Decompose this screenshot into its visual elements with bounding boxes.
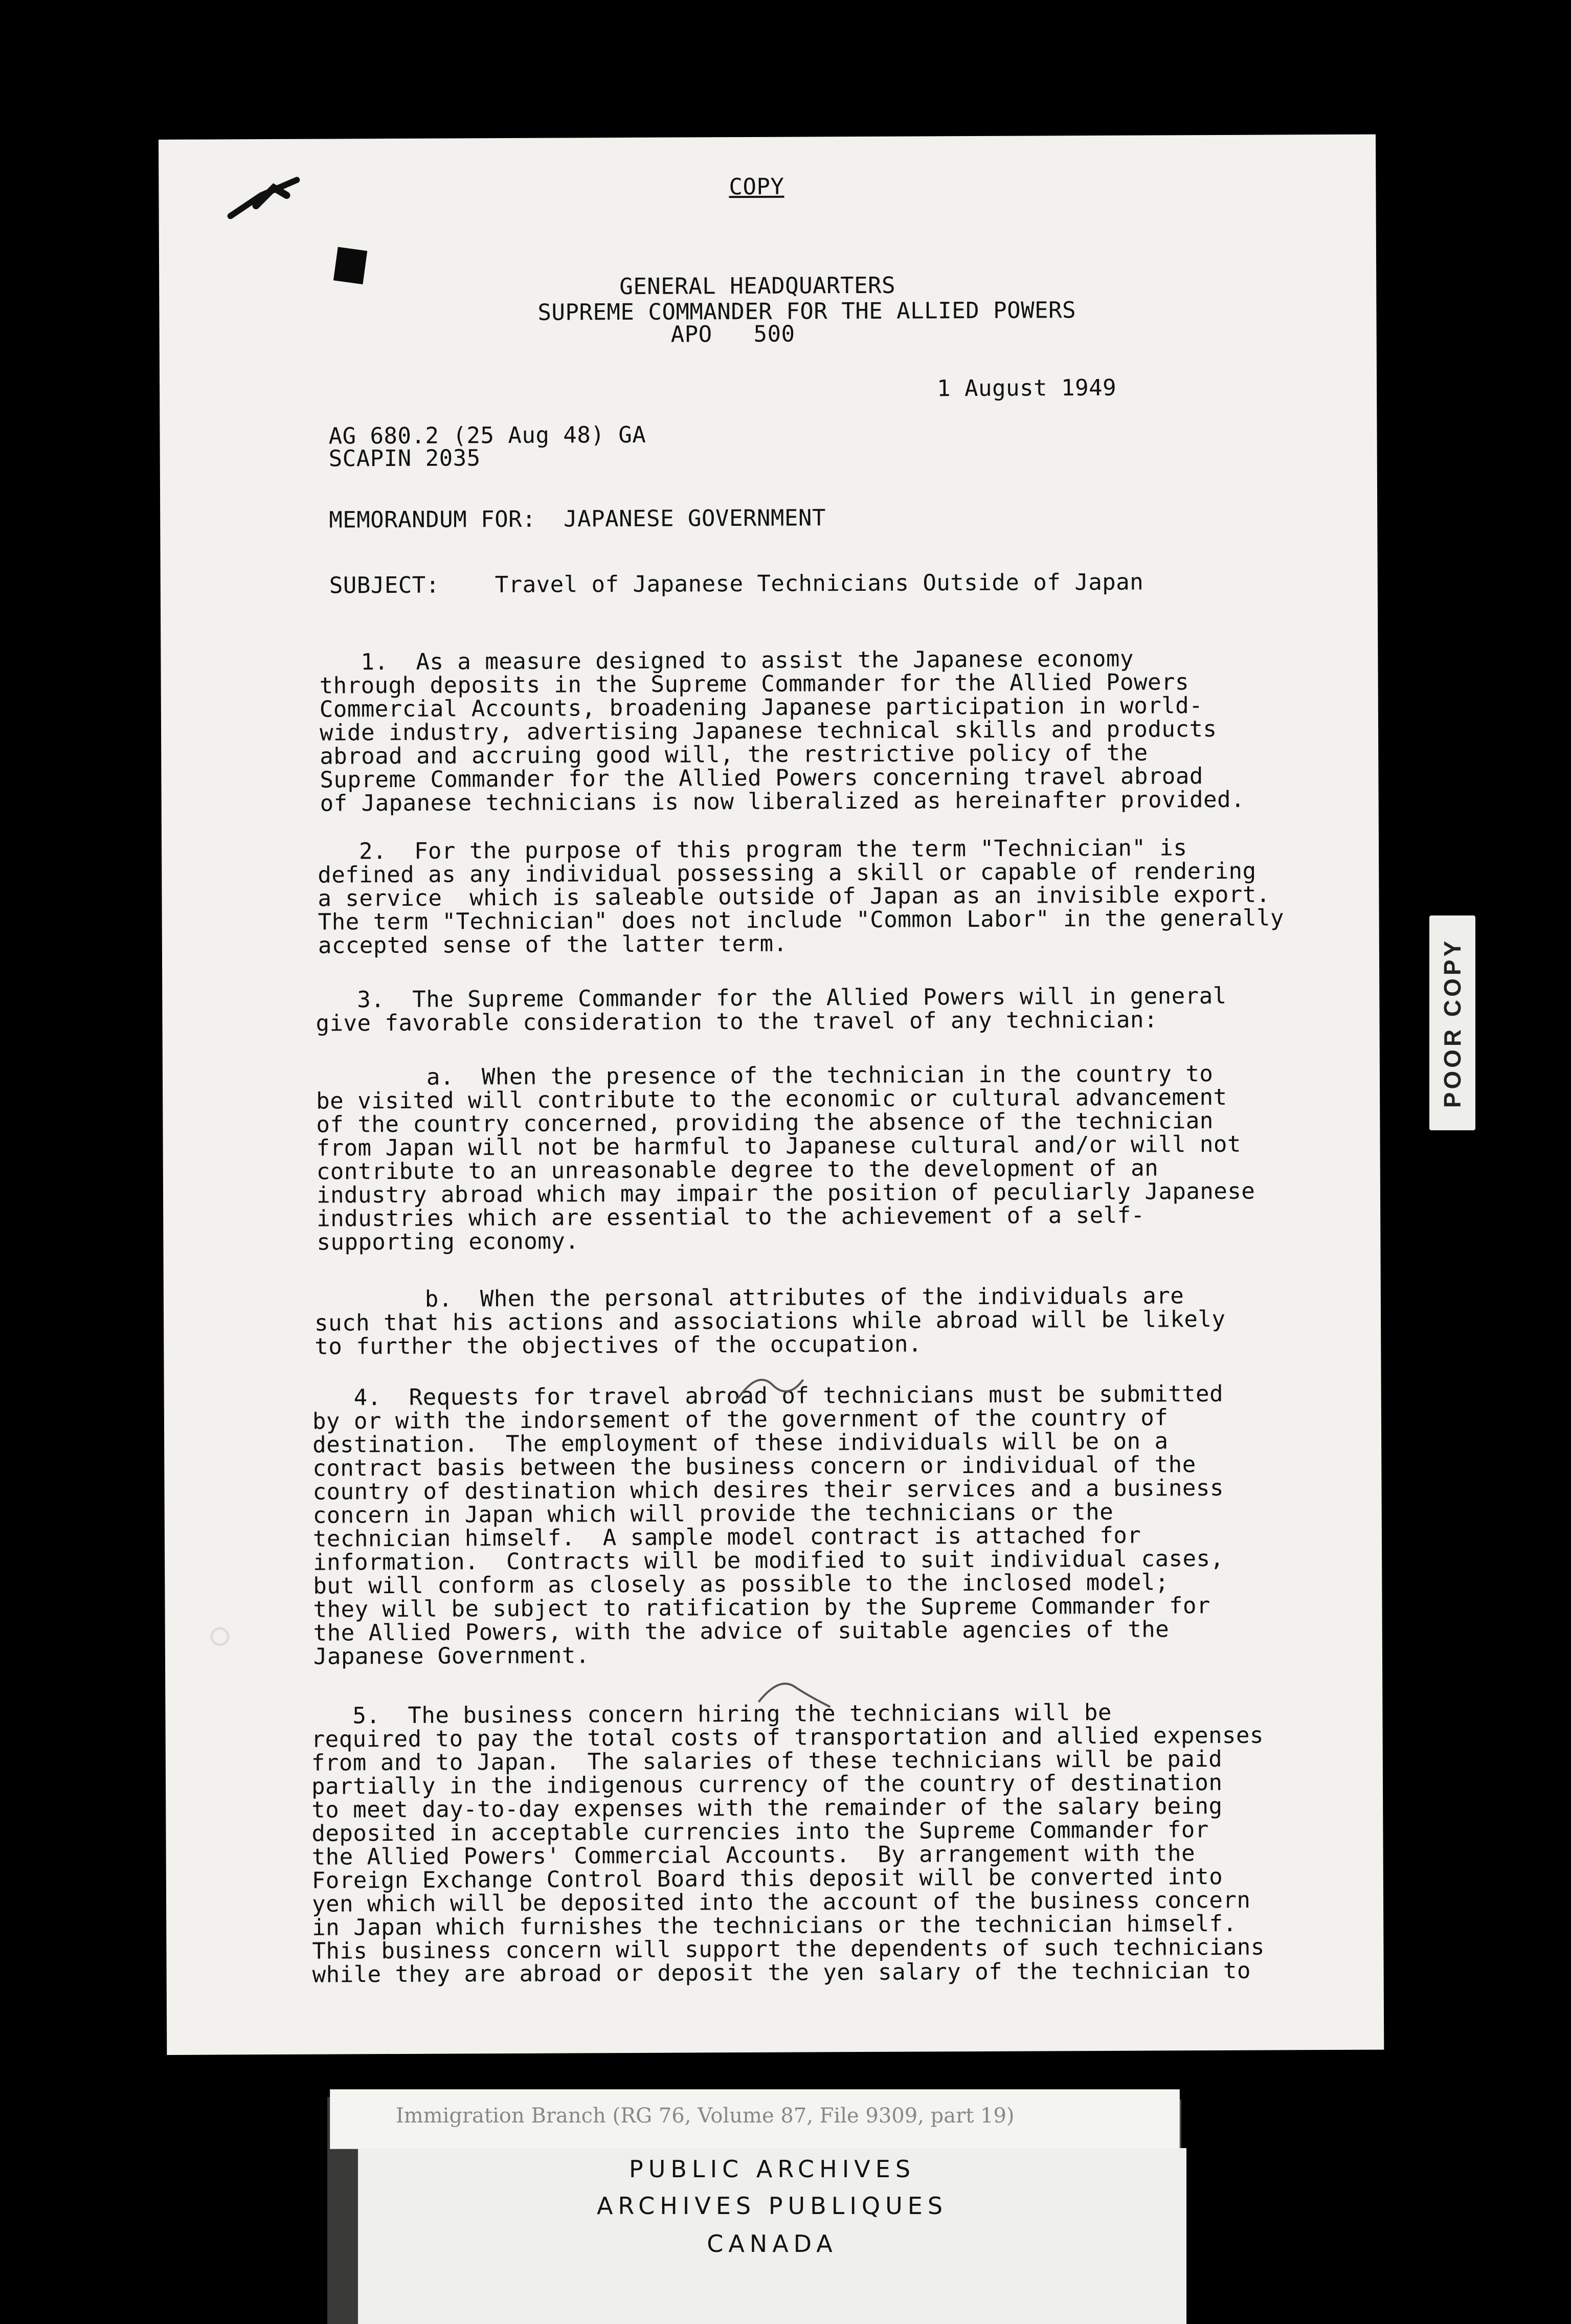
paragraph-4-line: information. Contracts will be modified to suit individual cases, — [313, 1545, 1224, 1576]
paragraph-1-line: Commercial Accounts, broadening Japanese participation in world- — [319, 692, 1203, 723]
paragraph-3-line: 3. The Supreme Commander for the Allied Powers will in general — [316, 982, 1227, 1013]
copy-heading: COPY — [729, 173, 784, 200]
paragraph-1-line: through deposits in the Supreme Commander for the Allied Powers — [319, 669, 1190, 699]
paragraph-4-line: by or with the indorsement of the government of the country of — [312, 1404, 1169, 1435]
poor-copy-stamp — [1429, 915, 1475, 1130]
paragraph-1-line: wide industry, advertising Japanese technical skills and products — [319, 716, 1217, 746]
paragraph-5-line: from and to Japan. The salaries of these technicians will be paid — [311, 1746, 1223, 1776]
archive-reference-text: Immigration Branch (RG 76, Volume 87, File 9309, part 19) — [396, 2104, 1015, 2128]
paragraph-3-line: give favorable consideration to the travel of any technician: — [316, 1007, 1158, 1037]
paragraph-3a-line: of the country concerned, providing the absence of the technician — [316, 1108, 1214, 1138]
paragraph-4-line: the Allied Powers, with the advice of suitable agencies of the — [313, 1616, 1170, 1646]
paragraph-3a-line: from Japan will not be harmful to Japanese cultural and/or will not — [316, 1131, 1242, 1161]
paragraph-2-line: defined as any individual possessing a skill or capable of rendering — [318, 858, 1256, 888]
paragraph-2-line: accepted sense of the latter term. — [318, 930, 788, 959]
subject-line: SUBJECT: Travel of Japanese Technicians Outside of Japan — [329, 569, 1144, 599]
document-page — [159, 135, 1384, 2055]
paragraph-4-line: 4. Requests for travel abroad of technicians must be submitted — [312, 1380, 1224, 1411]
paragraph-5-line: partially in the indigenous currency of the country of destination — [311, 1769, 1223, 1800]
poor-copy-text: POOR COPY — [1439, 937, 1466, 1108]
paragraph-3b-line: b. When the personal attributes of the individuals are — [314, 1283, 1184, 1313]
paragraph-5-line: to meet day-to-day expenses with the remainder of the salary being — [311, 1793, 1223, 1823]
paragraph-5-line: required to pay the total costs of transportation and allied expenses — [311, 1722, 1264, 1753]
paragraph-1-line: abroad and accruing good will, the restrictive policy of the — [320, 740, 1148, 770]
archive-line: PUBLIC ARCHIVES — [629, 2155, 916, 2183]
paragraph-5-line: the Allied Powers' Commercial Accounts. By arrangement with the — [311, 1840, 1196, 1870]
paragraph-5-line: yen which will be deposited into the account of the business concern — [311, 1887, 1251, 1917]
paragraph-3a-line: industry abroad which may impair the position of peculiarly Japanese — [316, 1178, 1255, 1209]
paragraph-3a-line: industries which are essential to the achievement of a self- — [317, 1202, 1145, 1232]
paragraph-3a-line: supporting economy. — [317, 1228, 579, 1256]
header-line: GENERAL HEADQUARTERS — [619, 272, 896, 300]
paragraph-1-line: 1. As a measure designed to assist the Japanese economy — [319, 645, 1134, 676]
margin-doodle — [205, 1621, 235, 1652]
ink-blot — [333, 247, 367, 284]
paragraph-5-line: while they are abroad or deposit the yen salary of the technician to — [312, 1957, 1251, 1988]
paragraph-3b-line: such that his actions and associations while abroad will be likely — [314, 1306, 1226, 1336]
paragraph-4-line: technician himself. A sample model contract is attached for — [312, 1522, 1141, 1552]
paragraph-4-line: country of destination which desires their services and a business — [312, 1474, 1224, 1505]
paragraph-5-line: in Japan which furnishes the technicians or the technician himself. — [312, 1910, 1237, 1941]
paragraph-2-line: The term "Technician" does not include "Common Labor" in the generally — [318, 905, 1285, 935]
header-line: APO 500 — [670, 321, 795, 348]
archive-reference-label — [330, 2089, 1180, 2149]
paragraph-1-line: of Japanese technicians is now liberalized as hereinafter provided. — [320, 786, 1245, 817]
paragraph-4-line: but will conform as closely as possible to the inclosed model; — [313, 1569, 1169, 1599]
paragraph-3b-line: to further the objectives of the occupation. — [315, 1331, 922, 1360]
archive-line: CANADA — [707, 2230, 838, 2258]
archive-stamp — [358, 2148, 1186, 2324]
paragraph-5-line: Foreign Exchange Control Board this deposit will be converted into — [311, 1863, 1223, 1894]
memorandum-line: MEMORANDUM FOR: JAPANESE GOVERNMENT — [329, 505, 826, 533]
pencil-squiggle — [753, 1671, 835, 1717]
paragraph-3a-line: be visited will contribute to the economic or cultural advancement — [316, 1084, 1227, 1114]
paragraph-4-line: contract basis between the business concern or individual of the — [312, 1451, 1196, 1482]
paragraph-2-line: 2. For the purpose of this program the term "Technician" is — [317, 835, 1187, 865]
pencil-squiggle — [726, 1364, 808, 1411]
paragraph-4-line: concern in Japan which will provide the technicians or the — [312, 1499, 1114, 1529]
header-line: SUPREME COMMANDER FOR THE ALLIED POWERS — [537, 297, 1076, 326]
paragraph-3a-line: a. When the presence of the technician in the country to — [316, 1061, 1214, 1091]
pen-mark — [225, 175, 302, 237]
paragraph-1-line: Supreme Commander for the Allied Powers concerning travel abroad — [320, 763, 1203, 793]
reference-line: SCAPIN 2035 — [328, 445, 481, 472]
paragraph-5-line: deposited in acceptable currencies into the Supreme Commander for — [311, 1817, 1209, 1847]
date: 1 August 1949 — [937, 374, 1117, 402]
archive-line: ARCHIVES PUBLIQUES — [596, 2192, 948, 2220]
paragraph-5-line: 5. The business concern hiring the technicians will be — [311, 1699, 1112, 1729]
paragraph-2-line: a service which is saleable outside of Japan as an invisible export. — [318, 881, 1270, 912]
paragraph-4-line: Japanese Government. — [313, 1642, 590, 1670]
paragraph-4-line: destination. The employment of these individuals will be on a — [312, 1428, 1169, 1458]
paragraph-4-line: they will be subject to ratification by the Supreme Commander for — [313, 1593, 1211, 1623]
paragraph-3a-line: contribute to an unreasonable degree to the development of an — [316, 1155, 1159, 1185]
reference-line: AG 680.2 (25 Aug 48) GA — [328, 421, 646, 450]
paragraph-5-line: This business concern will support the dependents of such technicians — [312, 1934, 1265, 1964]
